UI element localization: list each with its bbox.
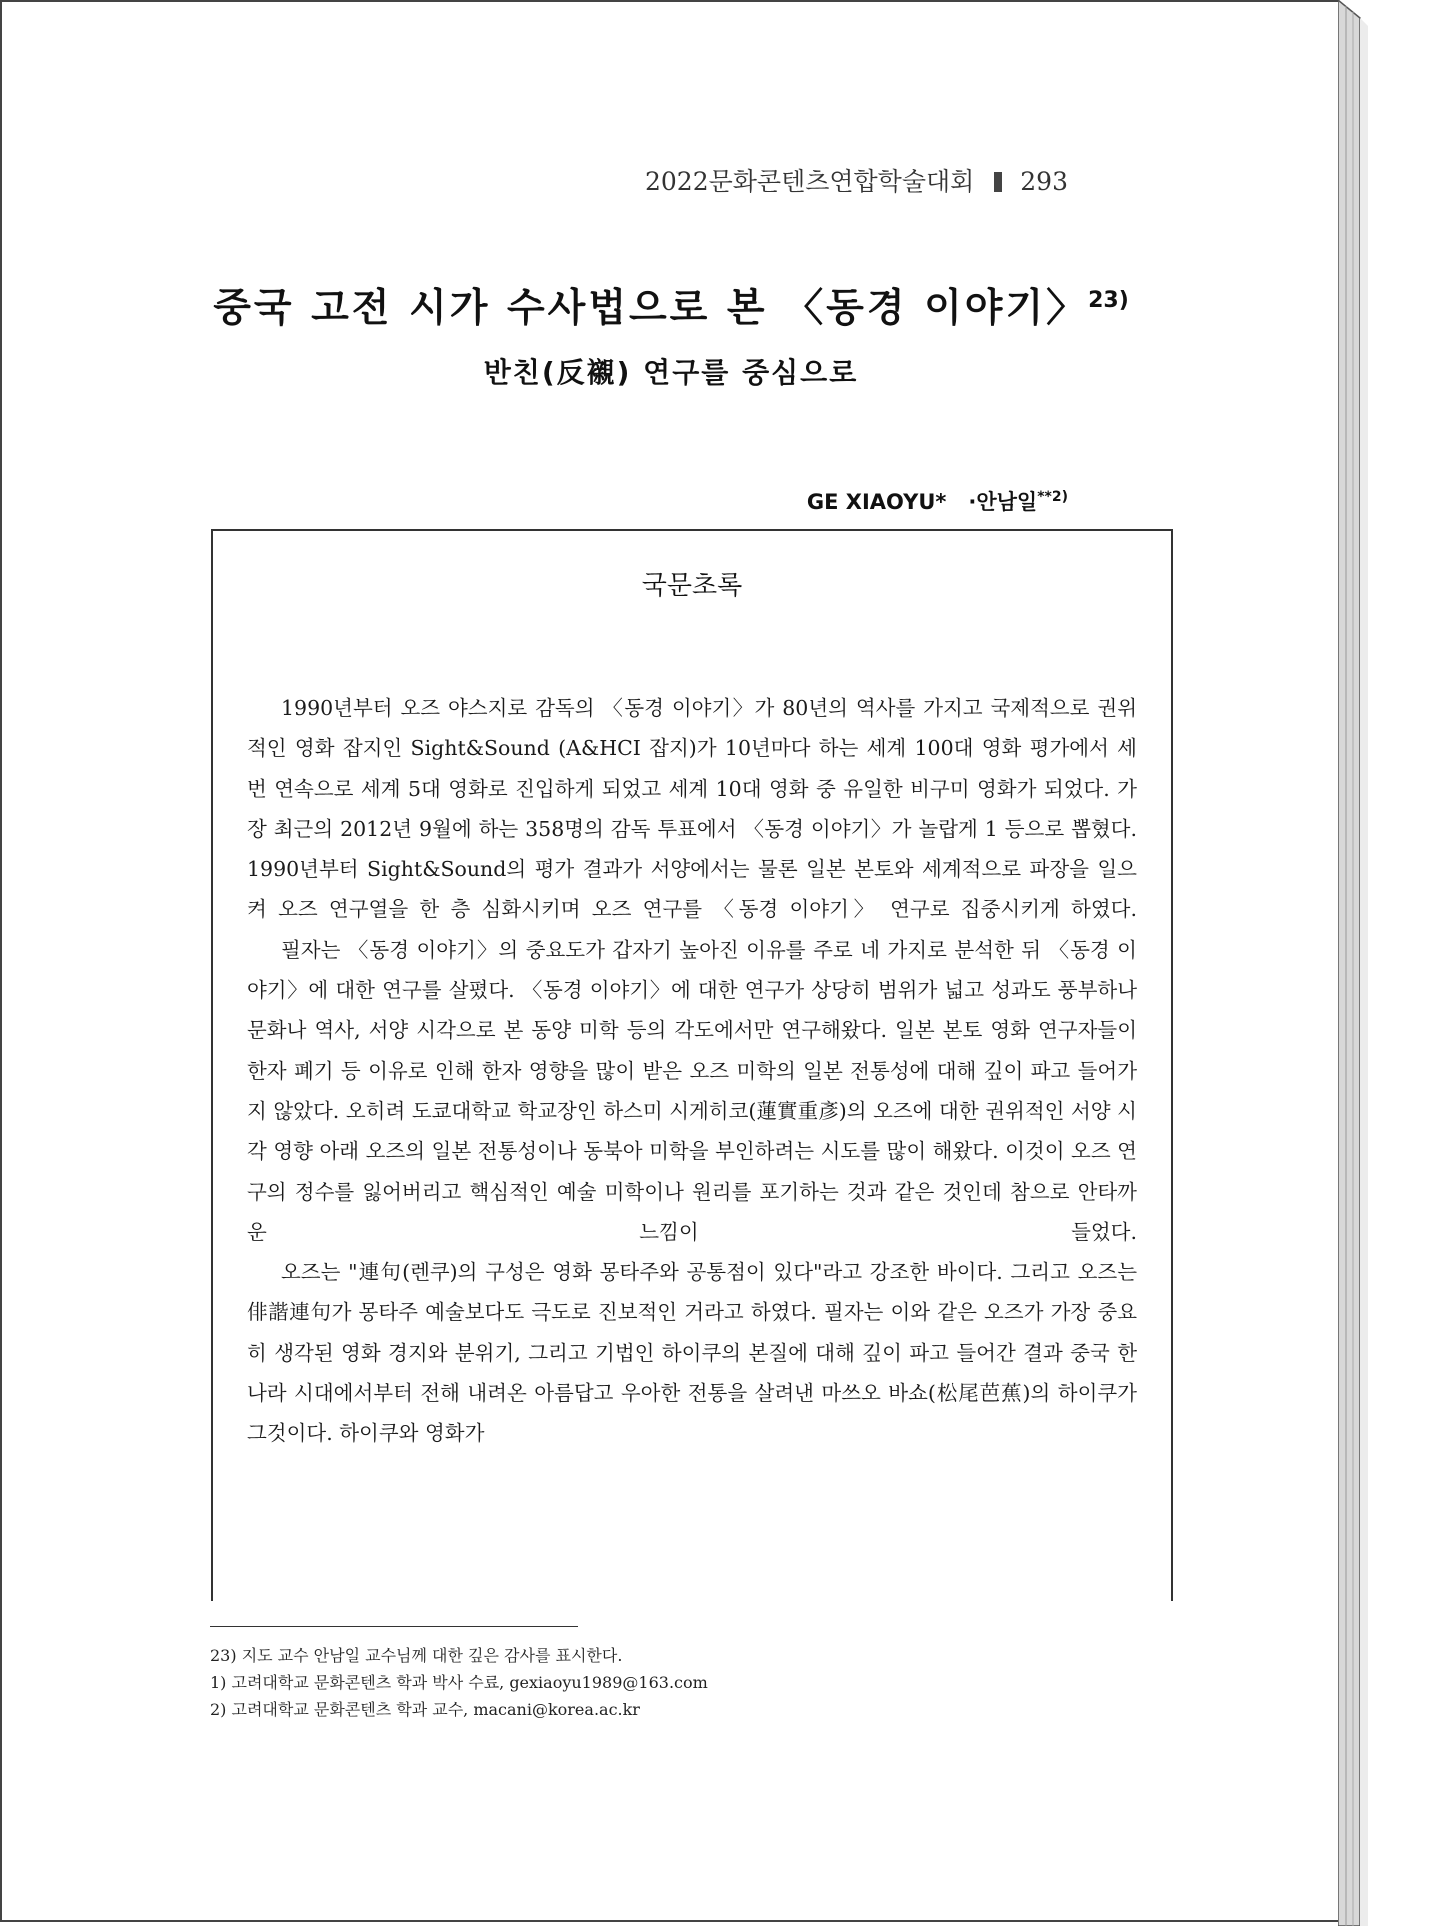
author-second-mark: **2) (1037, 489, 1068, 505)
author-separator: · (968, 490, 977, 514)
page-stack-edge (1338, 0, 1374, 1926)
author-first: GE XIAOYU (806, 490, 936, 514)
author-second: 안남일 (976, 490, 1038, 514)
footnote: 1) 고려대학교 문화콘텐츠 학과 박사 수료, gexiaoyu1989@163.com (210, 1673, 708, 1692)
abstract-paragraph: 필자는 〈동경 이야기〉의 중요도가 갑자기 높아진 이유를 주로 네 가지로 분석한 뒤 〈동경 이야기〉에 대한 연구를 살폈다. 〈동경 이야기〉에 대한 연구가 상당히 범위가 넓고 성과도 풍부하나 문화나 역사, 서양 시각으로 본 동양 미학 등의 각도에서만 연구해왔다. 일본 본토 영화 연구자들이 한자 폐기 등 이유로 인해 한자 영향을 많이 받은 오즈 미학의 일본 전통성에 대해 깊이 파고 들어가지 않았다. 오히려 도쿄대학교 학교장인 하스미 시게히코(蓮實重彥)의 오즈에 대한 권위적인 서양 시각 영향 아래 오즈의 일본 전통성이나 동북아 미학을 부인하려는 시도를 많이 해왔다. 이것이 오즈 연구의 정수를 잃어버리고 핵심적인 예술 미학이나 원리를 포기하는 것과 같은 것인데 참으로 안타까운 느낌이 들었다. (247, 937, 1137, 1244)
footnote: 23) 지도 교수 안남일 교수님께 대한 깊은 감사를 표시한다. (210, 1646, 623, 1665)
footnotes (210, 1642, 708, 1723)
paper-title-text: 중국 고전 시가 수사법으로 본 〈동경 이야기〉 (213, 286, 1089, 331)
abstract-body (247, 688, 1137, 1454)
author-line (807, 486, 1068, 516)
paper-title (2, 277, 1340, 333)
abstract-heading: 국문초록 (641, 571, 743, 601)
abstract-paragraph: 1990년부터 오즈 야스지로 감독의 〈동경 이야기〉가 80년의 역사를 가지고 국제적으로 권위적인 영화 잡지인 Sight&Sound (A&HCI 잡지)가 10년마다 하는 세계 100대 영화 평가에서 세 번 연속으로 세계 5대 영화로 진입하게 되었고 세계 10대 영화 중 유일한 비구미 영화가 되었다. 가장 최근의 2012년 9월에 하는 358명의 감독 투표에서 〈동경 이야기〉가 놀랍게 1 등으로 뽑혔다. 1990년부터 Sight&Sound의 평가 결과가 서양에서는 물론 일본 본토와 세계적으로 파장을 일으켜 오즈 연구열을 한 층 심화시키며 오즈 연구를 〈동경 이야기〉 연구로 집중시키게 하였다. (247, 696, 1137, 922)
author-first-mark: * (935, 490, 947, 514)
running-header (645, 162, 1068, 198)
page-number: 293 (1020, 167, 1068, 196)
abstract-paragraph: 오즈는 "連句(렌쿠)의 구성은 영화 몽타주와 공통점이 있다"라고 강조한 바이다. 그리고 오즈는 俳諧連句가 몽타주 예술보다도 극도로 진보적인 거라고 하였다. 필자는 이와 같은 오즈가 가장 중요히 생각된 영화 경지와 분위기, 그리고 기법인 하이쿠의 본질에 대해 깊이 파고 들어간 결과 중국 한나라 시대에서부터 전해 내려온 아름답고 우아한 전통을 살려낸 마쓰오 바쇼(松尾芭蕉)의 하이쿠가 그것이다. 하이쿠와 영화가 (247, 1260, 1137, 1446)
footnote: 2) 고려대학교 문화콘텐츠 학과 교수, macani@korea.ac.kr (210, 1700, 640, 1719)
title-footnote-mark: 23) (1088, 288, 1129, 313)
footnote-divider (210, 1626, 578, 1627)
conference-name: 2022문화콘텐츠연합학술대회 (645, 167, 975, 196)
header-divider (994, 172, 1002, 192)
abstract-box (211, 529, 1173, 1601)
paper-subtitle: 반친(反襯) 연구를 중심으로 (483, 356, 859, 389)
